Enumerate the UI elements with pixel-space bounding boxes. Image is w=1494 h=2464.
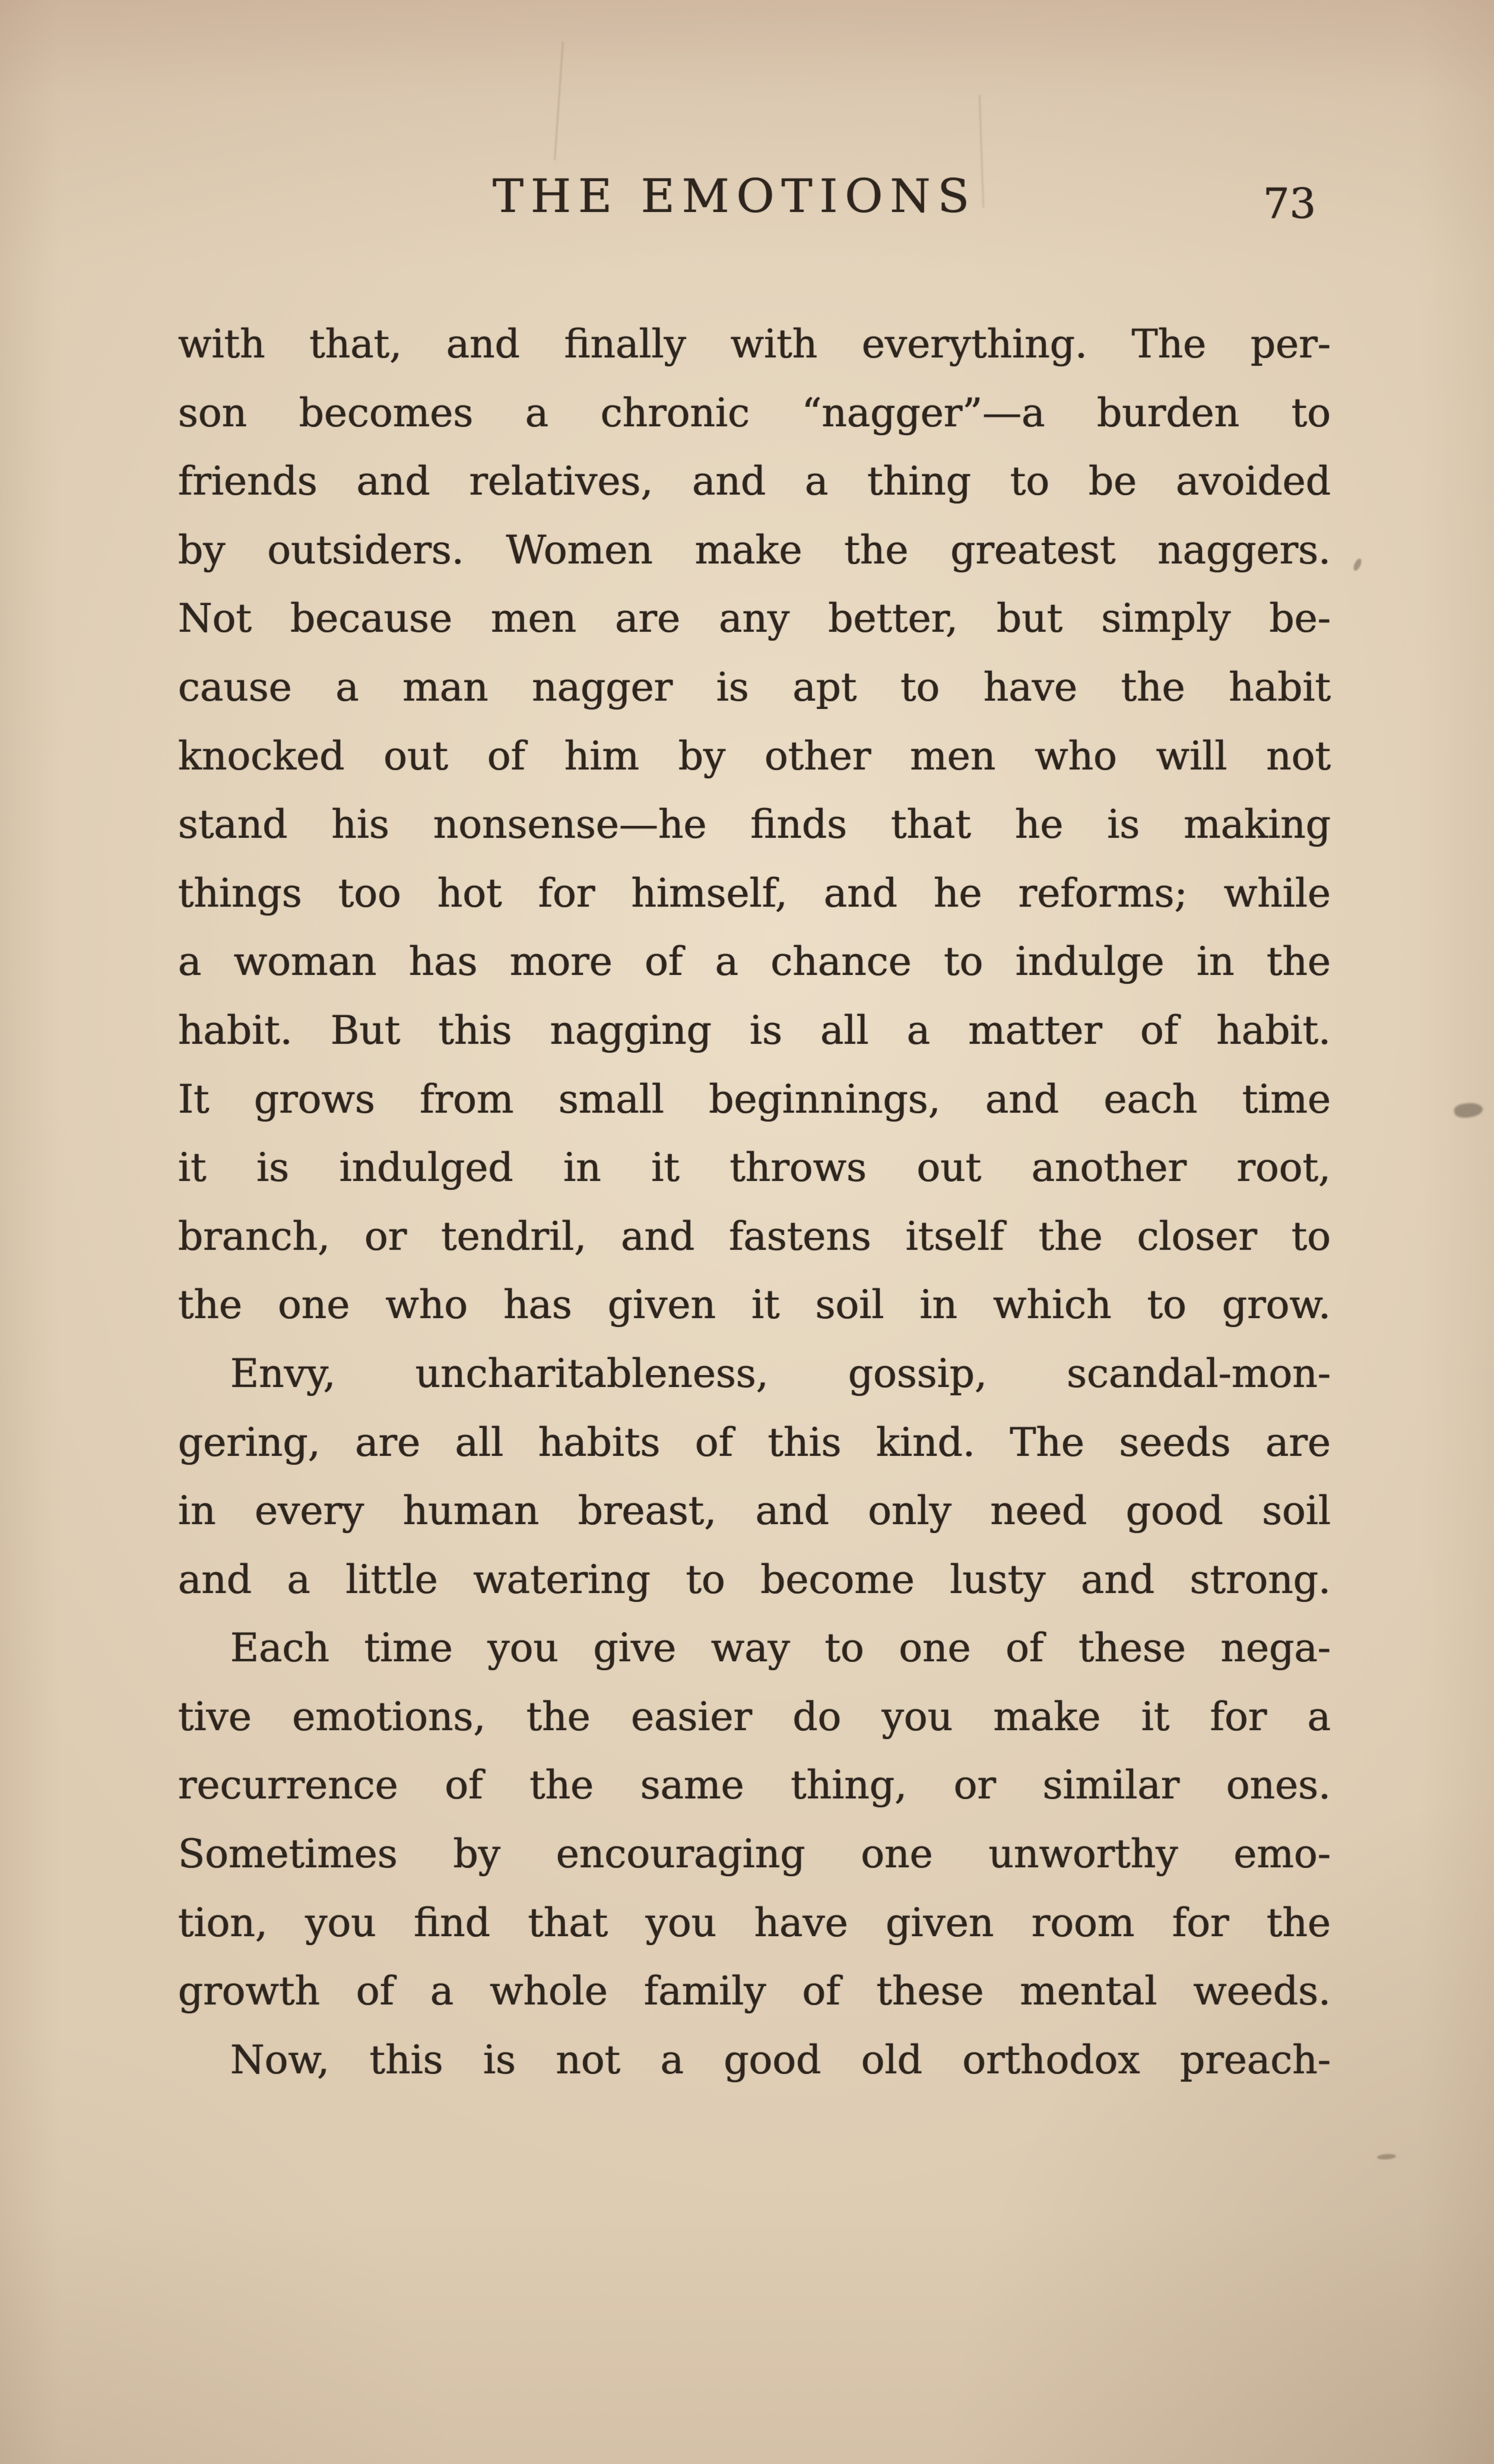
text-line: stand his nonsense—he finds that he is making xyxy=(178,802,1331,848)
text-line: Now, this is not a good old orthodox preach- xyxy=(230,2037,1331,2083)
text-line: son becomes a chronic “nagger”—a burden to xyxy=(178,389,1331,436)
ink-fleck xyxy=(1352,558,1363,572)
text-line: knocked out of him by other men who will not xyxy=(178,733,1331,779)
text-line: tion, you find that you have given room for the xyxy=(178,1899,1331,1946)
running-title: THE EMOTIONS xyxy=(493,170,976,223)
text-line: cause a man nagger is apt to have the habit xyxy=(178,664,1331,710)
text-line: recurrence of the same thing, or similar ones. xyxy=(178,1762,1331,1809)
text-line: friends and relatives, and a thing to be avoided xyxy=(178,458,1331,505)
text-line: Sometimes by encouraging one unworthy emo- xyxy=(178,1831,1331,1877)
text-line: Not because men are any better, but simply be- xyxy=(178,596,1331,642)
body-text xyxy=(178,310,1331,2094)
ink-smudge xyxy=(1454,1101,1484,1119)
text-line: It grows from small beginnings, and each time xyxy=(178,1076,1331,1122)
bottom-smudge xyxy=(1377,2153,1397,2160)
page-number: 73 xyxy=(1263,179,1317,228)
text-line: growth of a whole family of these mental weeds. xyxy=(178,1968,1331,2015)
text-line: branch, or tendril, and fastens itself the closer to xyxy=(178,1213,1331,1259)
text-line: and a little watering to become lusty and strong. xyxy=(178,1556,1331,1602)
scratch-mark xyxy=(979,95,985,208)
text-line: Each time you give way to one of these nega- xyxy=(230,1625,1331,1671)
text-line: Envy, uncharitableness, gossip, scandal-mon- xyxy=(230,1350,1331,1396)
scratch-mark xyxy=(554,42,564,160)
text-line: the one who has given it soil in which to grow. xyxy=(178,1282,1331,1328)
text-line: it is indulged in it throws out another root, xyxy=(178,1145,1331,1191)
text-line: by outsiders. Women make the greatest naggers. xyxy=(178,527,1331,573)
text-line: with that, and finally with everything. The per- xyxy=(178,321,1331,367)
text-line: gering, are all habits of this kind. The seeds are xyxy=(178,1419,1331,1465)
text-line: tive emotions, the easier do you make it for a xyxy=(178,1693,1331,1740)
text-line: a woman has more of a chance to indulge in the xyxy=(178,939,1331,985)
text-line: habit. But this nagging is all a matter of habit. xyxy=(178,1007,1331,1053)
text-line: in every human breast, and only need good soil xyxy=(178,1488,1331,1534)
text-line: things too hot for himself, and he reforms; while xyxy=(178,870,1331,916)
